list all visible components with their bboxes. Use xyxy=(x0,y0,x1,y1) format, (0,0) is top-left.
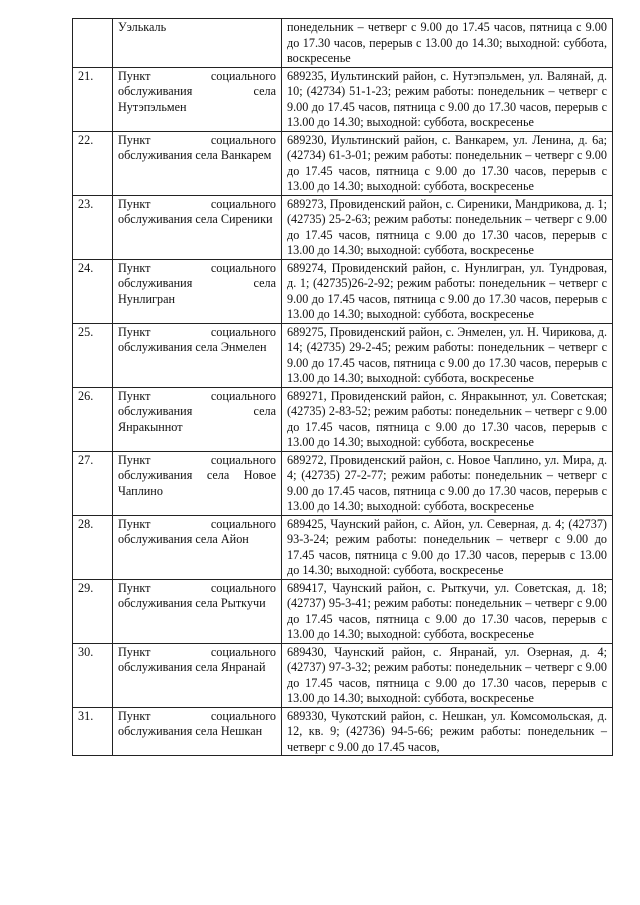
service-point-name: Пункт социального обслуживания села Нутэпэльмен xyxy=(113,67,282,131)
service-point-address-hours: 689425, Чаунский район, с. Айон, ул. Северная, д. 4; (42737) 93-3-24; режим работы: понедельник – четверг с 9.00 до 17.45 часов, пятница с 9.00 до 17.30 часов, перерыв с 13.00 до 14.30; выходной: суббота, воскресенье xyxy=(282,515,613,579)
table-row xyxy=(73,515,613,579)
service-point-name: Пункт социального обслуживания села Рыткучи xyxy=(113,579,282,643)
service-point-name: Пункт социального обслуживания села Айон xyxy=(113,515,282,579)
service-point-name: Пункт социального обслуживания села Энмелен xyxy=(113,323,282,387)
service-point-name: Пункт социального обслуживания села Нешкан xyxy=(113,707,282,756)
service-point-address-hours: 689272, Провиденский район, с. Новое Чаплино, ул. Мира, д. 4; (42735) 27-2-77; режим работы: понедельник – четверг с 9.00 до 17.45 часов, пятница с 9.00 до 17.30 часов, перерыв с 13.00 до 14.30; выходной: суббота, воскресенье xyxy=(282,451,613,515)
row-number: 31. xyxy=(73,707,113,756)
service-point-name: Пункт социального обслуживания села Янранай xyxy=(113,643,282,707)
service-point-name: Пункт социального обслуживания села Сиреники xyxy=(113,195,282,259)
table-row xyxy=(73,323,613,387)
table-row xyxy=(73,67,613,131)
row-number: 29. xyxy=(73,579,113,643)
social-service-points-table xyxy=(72,18,613,756)
table-row xyxy=(73,259,613,323)
table-row xyxy=(73,579,613,643)
service-point-name: Уэлькаль xyxy=(113,19,282,68)
service-point-address-hours: 689330, Чукотский район, с. Нешкан, ул. Комсомольская, д. 12, кв. 9; (42736) 94-5-66; режим работы: понедельник – четверг с 9.00 до 17.45 часов, xyxy=(282,707,613,756)
row-number: 24. xyxy=(73,259,113,323)
row-number: 30. xyxy=(73,643,113,707)
service-point-address-hours: 689417, Чаунский район, с. Рыткучи, ул. Советская, д. 18; (42737) 95-3-41; режим работы: понедельник – четверг с 9.00 до 17.45 часов, пятница с 9.00 до 17.30 часов, перерыв с 13.00 до 14.30; выходной: суббота, воскресенье xyxy=(282,579,613,643)
table-row xyxy=(73,19,613,68)
service-point-name: Пункт социального обслуживания села Новое Чаплино xyxy=(113,451,282,515)
service-point-address-hours: 689273, Провиденский район, с. Сиреники, Мандрикова, д. 1; (42735) 25-2-63; режим работы: понедельник – четверг с 9.00 до 17.45 часов, пятница с 9.00 до 17.30 часов, перерыв с 13.00 до 14.30; выходной: суббота, воскресенье xyxy=(282,195,613,259)
row-number: 23. xyxy=(73,195,113,259)
row-number: 26. xyxy=(73,387,113,451)
table-row xyxy=(73,707,613,756)
service-point-name: Пункт социального обслуживания села Ванкарем xyxy=(113,131,282,195)
table-row xyxy=(73,451,613,515)
row-number: 22. xyxy=(73,131,113,195)
service-point-address-hours: 689430, Чаунский район, с. Янранай, ул. Озерная, д. 4; (42737) 97-3-32; режим работы: понедельник – четверг с 9.00 до 17.45 часов, пятница с 9.00 до 17.30 часов, перерыв с 13.00 до 14.30; выходной: суббота, воскресенье xyxy=(282,643,613,707)
row-number xyxy=(73,19,113,68)
service-point-name: Пункт социального обслуживания села Янракыннот xyxy=(113,387,282,451)
row-number: 27. xyxy=(73,451,113,515)
service-point-address-hours: 689230, Иультинский район, с. Ванкарем, ул. Ленина, д. 6а; (42734) 61-3-01; режим работы: понедельник – четверг с 9.00 до 17.45 часов, пятница с 9.00 до 17.30 часов, перерыв с 13.00 до 14.30; выходной: суббота, воскресенье xyxy=(282,131,613,195)
row-number: 28. xyxy=(73,515,113,579)
table-row xyxy=(73,387,613,451)
service-point-address-hours: 689271, Провиденский район, с. Янракыннот, ул. Советская; (42735) 2-83-52; режим работы: понедельник – четверг с 9.00 до 17.45 часов, пятница с 9.00 до 17.30 часов, перерыв с 13.00 до 14.30; выходной: суббота, воскресенье xyxy=(282,387,613,451)
row-number: 25. xyxy=(73,323,113,387)
service-point-name: Пункт социального обслуживания села Нунлигран xyxy=(113,259,282,323)
service-point-address-hours: 689275, Провиденский район, с. Энмелен, ул. Н. Чирикова, д. 14; (42735) 29-2-45; режим работы: понедельник – четверг с 9.00 до 17.45 часов, пятница с 9.00 до 17.30 часов, перерыв с 13.00 до 14.30; выходной: суббота, воскресенье xyxy=(282,323,613,387)
service-point-address-hours: 689274, Провиденский район, с. Нунлигран, ул. Тундровая, д. 1; (42735)26-2-92; режим работы: понедельник – четверг с 9.00 до 17.45 часов, пятница с 9.00 до 17.30 часов, перерыв с 13.00 до 14.30; выходной: суббота, воскресенье xyxy=(282,259,613,323)
service-point-address-hours: 689235, Иультинский район, с. Нутэпэльмен, ул. Валянай, д. 10; (42734) 51-1-23; режим работы: понедельник – четверг с 9.00 до 17.45 часов, пятница с 9.00 до 17.30 часов, перерыв с 13.00 до 14.30; выходной: суббота, воскресенье xyxy=(282,67,613,131)
row-number: 21. xyxy=(73,67,113,131)
table-row xyxy=(73,131,613,195)
table-row xyxy=(73,643,613,707)
service-point-address-hours: понедельник – четверг с 9.00 до 17.45 часов, пятница с 9.00 до 17.30 часов, перерыв с 13.00 до 14.30; выходной: суббота, воскресенье xyxy=(282,19,613,68)
table-row xyxy=(73,195,613,259)
